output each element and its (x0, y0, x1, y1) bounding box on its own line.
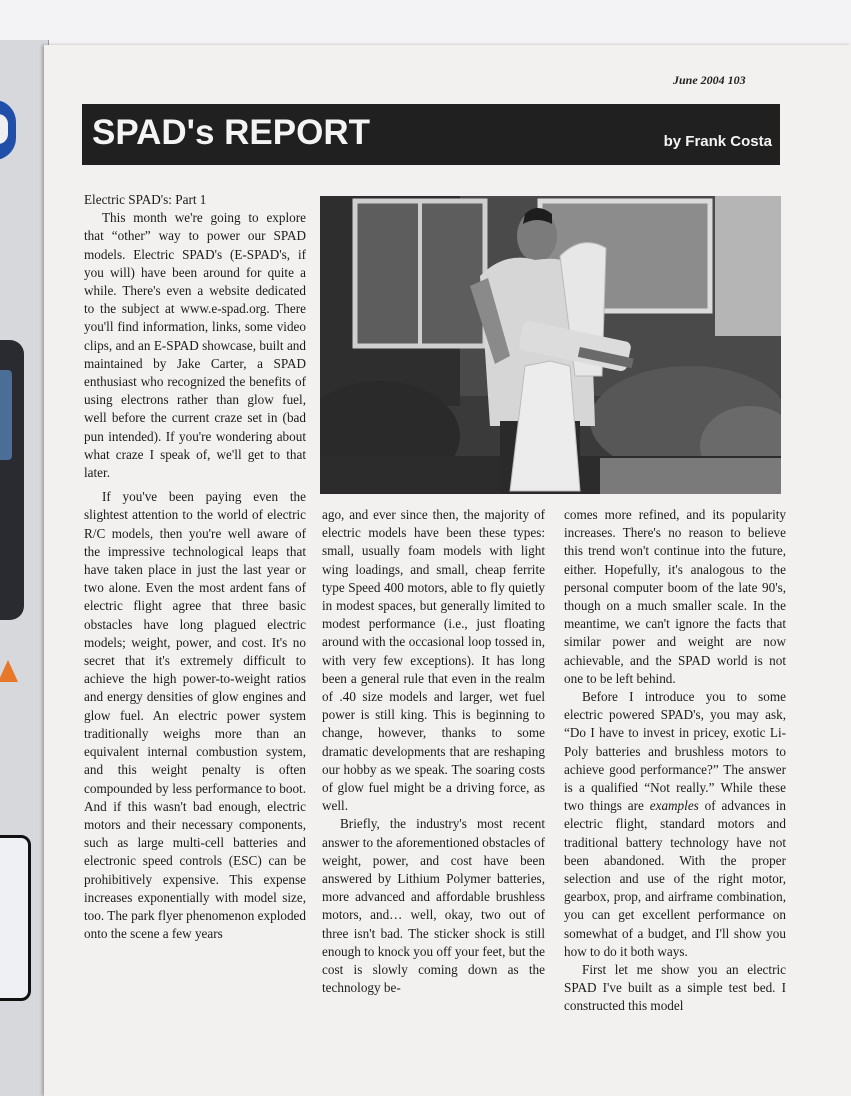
adjacent-page-graphic (0, 100, 16, 160)
article-subheading: Electric SPAD's: Part 1 (84, 192, 207, 207)
article-column-1 (84, 191, 306, 943)
paragraph-text: of advances in electric flight, standard motors and traditional battery technology have not been abandoned. With the proper selection and use of the right motor, gearbox, prop, and airframe combination, you can get excellent performance on somewhat of a budget, and I'll show you how to do it both ways. (564, 798, 786, 959)
adjacent-page-edge (0, 40, 49, 1096)
paragraph: If you've been paying even the slightest attention to the world of electric R/C models, then you're well aware of the impressive technological leaps that have taken place in just the last year or two alone. Even the most ardent fans of electric flight agree that three basic obstacles have long plagued electric models; weight, power, and cost. It's no secret that it's extremely difficult to achieve the high power-to-weight ratios and energy densities of glow engines and glow fuel. An electric power system traditionally weighs more than an equivalent internal combustion system, and this weight penalty is often compounded by less performance to boot. And if this wasn't bad enough, electric motors and their necessary components, such as large multi-cell batteries and electronic speed controls (ESC) can be prohibitively expensive. This expense increases exponentially with model size, too. The park flyer phenomenon exploded onto the scene a few years (84, 489, 306, 942)
article-photo (320, 196, 781, 494)
paragraph: First let me show you an electric SPAD I've built as a simple test bed. I constructed this model (564, 962, 786, 1014)
paragraph: ago, and ever since then, the majority of electric models have been these types: small, usually foam models with light wing loadings, and small, cheap ferrite type Speed 400 motors, able to fly quietly in modest spaces, but generally limited to modest performance (i.e., just floating around with the occasional loop tossed in, with very few exceptions). It has long been a general rule that even in the realm of .40 size models and larger, wet fuel power is still king. This is beginning to change, however, thanks to some dramatic developments that are reshaping our hobby as we speak. The soaring costs of glow fuel might be a driving force, as well. (322, 507, 545, 814)
paragraph: This month we're going to explore that “other” way to power our SPAD models. Electric SPAD's (E-SPAD's, if you will) have been around for quite a while. There's even a website dedicated to the subject at www.e-spad.org. There you'll find information, links, some video clips, and an E-SPAD showcase, built and maintained by Jake Carter, a SPAD enthusiast who recognized the benefits of using electrons rather than glow fuel, well before the current craze set in (bad pun intended). If you're wondering about what craze I speak of, we'll get to that later. (84, 210, 306, 481)
photo-illustration (320, 196, 781, 494)
article-column-3 (564, 506, 786, 1016)
column-title: SPAD's REPORT (92, 113, 371, 152)
adjacent-page-box (0, 835, 31, 1001)
adjacent-page-photo (0, 340, 24, 620)
scanner-background (0, 0, 851, 46)
adjacent-page-star-graphic (0, 660, 18, 682)
paragraph-text: Before I introduce you to some electric powered SPAD's, you may ask, “Do I have to invest in pricey, exotic Li-Poly batteries and brushless motors to achieve good performance?” The answer is a qualified “Not really.” While these two things are (564, 689, 786, 814)
emphasis-text: examples (649, 798, 699, 814)
page-folio: June 2004 103 (673, 73, 746, 87)
article-column-2 (322, 506, 545, 997)
paragraph: Briefly, the industry's most recent answer to the aforementioned obstacles of weight, power, and cost have been answered by Lithium Polymer batteries, more advanced and affordable brushless motors, and… well, okay, two out of three isn't bad. The sticker shock is still enough to knock you off your feet, but the cost is slowly coming down as the technology be- (322, 816, 545, 996)
byline: by Frank Costa (663, 133, 772, 150)
paragraph: comes more refined, and its popularity increases. There's no reason to believe this trend won't continue into the future, either. Hopefully, it's analogous to the personal computer boom of the late 90's, though on a much smaller scale. In the meantime, we can't ignore the facts that similar power and weight are now achievable, and the SPAD world is not one to be left behind. (564, 507, 786, 686)
paragraph (564, 688, 786, 961)
column-banner (82, 104, 780, 165)
